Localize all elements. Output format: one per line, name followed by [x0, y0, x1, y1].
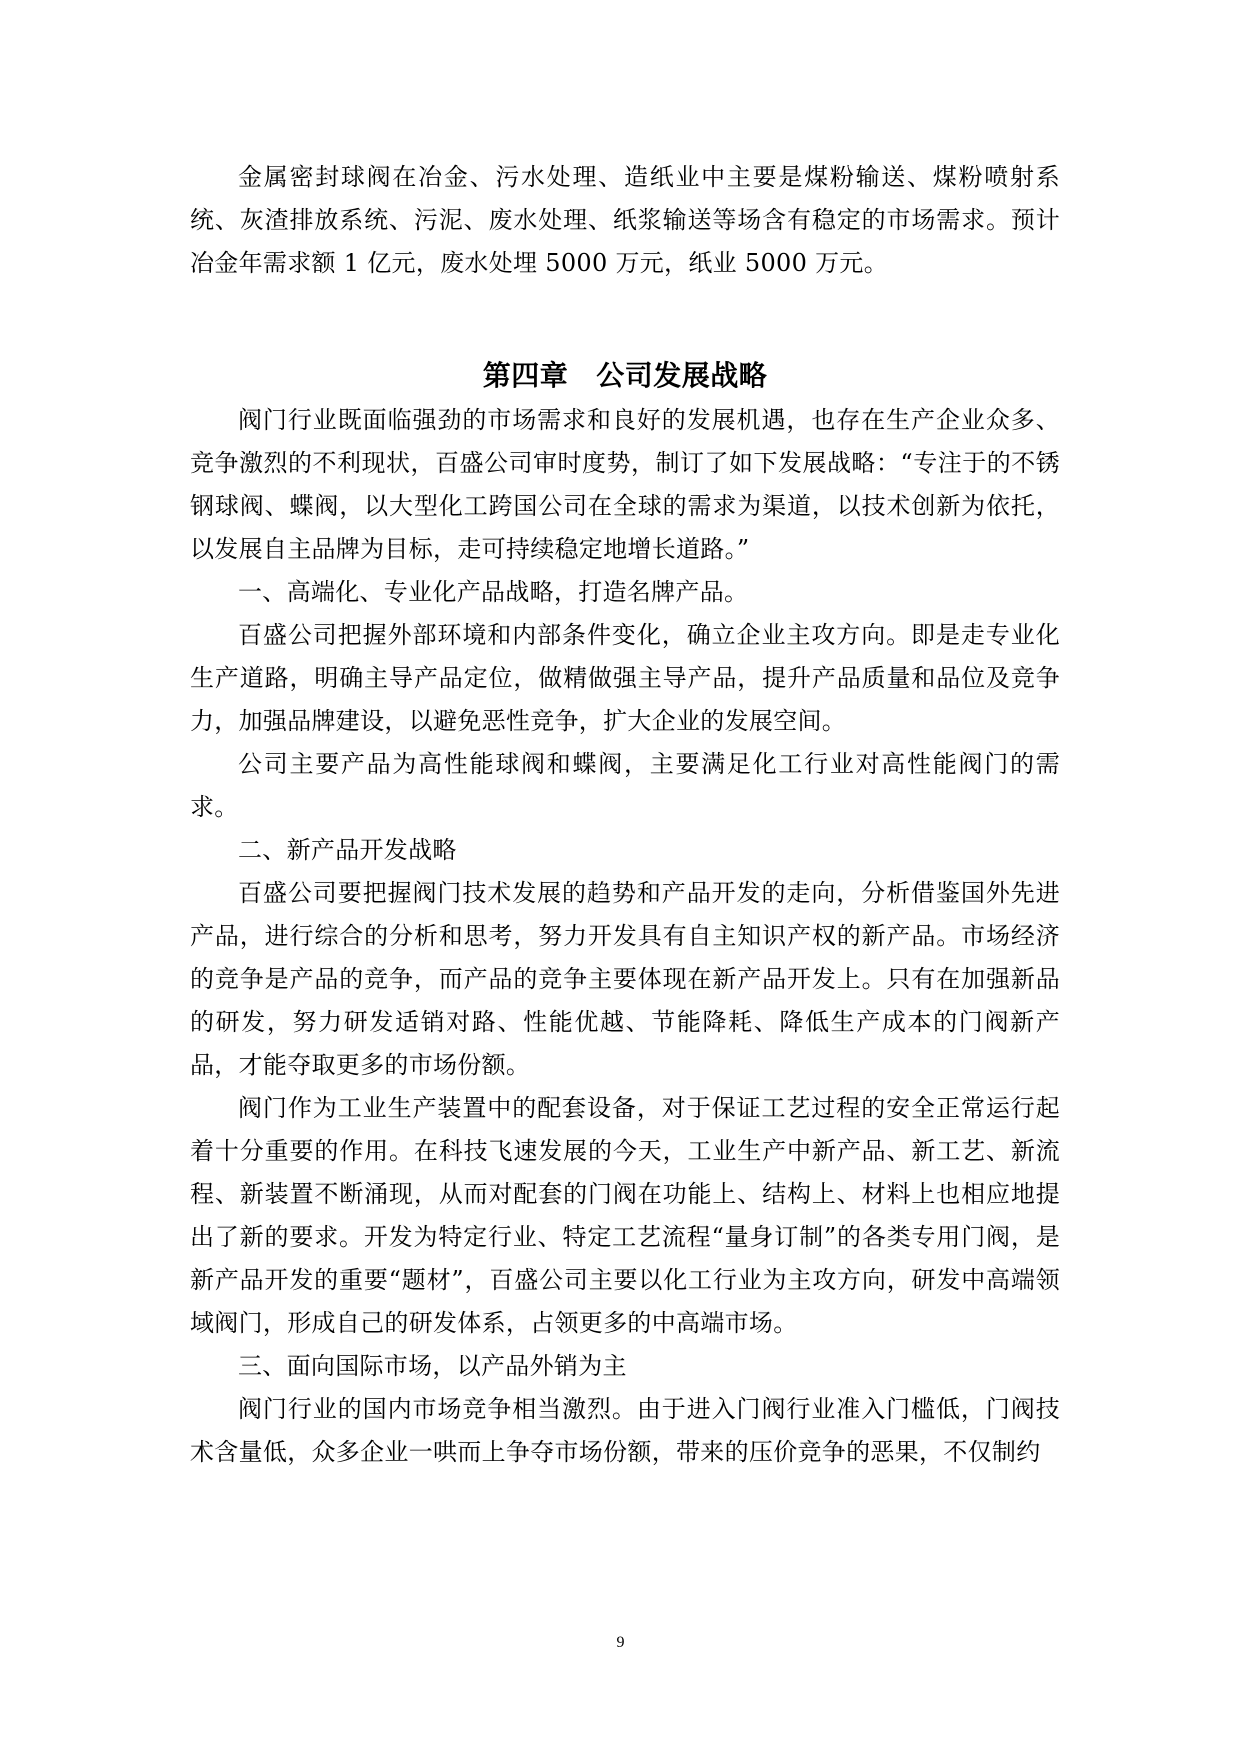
page-number: 9 — [616, 1634, 625, 1651]
intro-section — [190, 156, 1060, 285]
section-heading-1: 一、高端化、专业化产品战略，打造名牌产品。 — [238, 578, 749, 606]
intro-paragraph: 金属密封球阀在冶金、污水处理、造纸业中主要是煤粉输送、煤粉喷射系统、灰渣排放系统、污泥、废水处理、纸浆输送等场含有稳定的市场需求。预计冶金年需求额 1 亿元，废水处埋 5000 万元，纸业 5000 万元。 — [190, 163, 1060, 277]
chapter-title: 公司发展战略 — [596, 359, 768, 392]
section-heading-3: 三、面向国际市场，以产品外销为主 — [238, 1352, 627, 1380]
paragraph: 阀门作为工业生产装置中的配套设备，对于保证工艺过程的安全正常运行起着十分重要的作用。在科技飞速发展的今天，工业生产中新产品、新工艺、新流程、新装置不断涌现，从而对配套的门阀在功能上、结构上、材料上也相应地提出了新的要求。开发为特定行业、特定工艺流程“量身订制”的各类专用门阀，是新产品开发的重要“题材”，百盛公司主要以化工行业为主攻方向，研发中高端领域阀门，形成自己的研发体系，占领更多的中高端市场。 — [190, 1094, 1060, 1337]
section-heading-2: 二、新产品开发战略 — [238, 836, 457, 864]
paragraph: 阀门行业既面临强劲的市场需求和良好的发展机遇，也存在生产企业众多、竞争激烈的不利现状，百盛公司审时度势，制订了如下发展战略：“专注于的不锈钢球阀、蝶阀，以大型化工跨国公司在全球的需求为渠道，以技术创新为依托，以发展自主品牌为目标，走可持续稳定地增长道路。” — [190, 406, 1060, 563]
paragraph: 百盛公司要把握阀门技术发展的趋势和产品开发的走向，分析借鉴国外先进产品，进行综合的分析和思考，努力开发具有自主知识产权的新产品。市场经济的竞争是产品的竞争，而产品的竞争主要体现在新产品开发上。只有在加强新品的研发，努力研发适销对路、性能优越、节能降耗、降低生产成本的门阀新产品，才能夺取更多的市场份额。 — [190, 879, 1060, 1079]
paragraph: 公司主要产品为高性能球阀和蝶阀，主要满足化工行业对高性能阀门的需求。 — [190, 750, 1060, 821]
paragraph: 阀门行业的国内市场竞争相当激烈。由于进入门阀行业准入门槛低，门阀技术含量低，众多企业一哄而上争夺市场份额，带来的压价竞争的恶果，不仅制约 — [190, 1395, 1060, 1466]
chapter-number: 第四章 — [482, 359, 569, 392]
chapter-body — [190, 399, 1060, 1474]
chapter-heading — [190, 356, 1060, 396]
paragraph: 百盛公司把握外部环境和内部条件变化，确立企业主攻方向。即是走专业化生产道路，明确主导产品定位，做精做强主导产品，提升产品质量和品位及竞争力，加强品牌建设，以避免恶性竞争，扩大企业的发展空间。 — [190, 621, 1060, 735]
